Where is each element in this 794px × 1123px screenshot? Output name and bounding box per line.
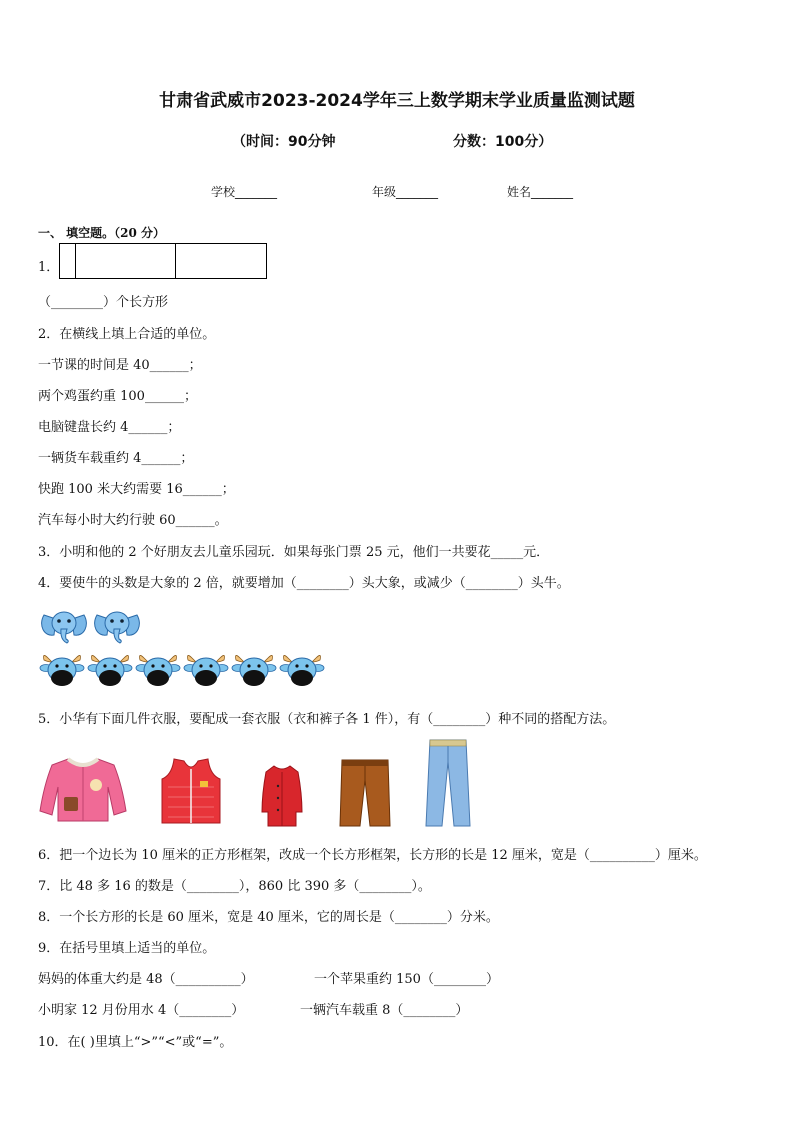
red-vest-icon [160,757,222,827]
q9-item-c: 小明家 12 月份用水 4（________） [38,1003,245,1018]
q4-stem: 4．要使牛的头数是大象的 2 倍，就要增加（________）头大象，或减少（________）头牛。 [38,576,570,591]
q2-line-1: 一节课的时间是 40______； [38,358,202,373]
q2-line-2: 两个鸡蛋约重 100______； [38,389,197,404]
q9-item-d: 一辆汽车载重 8（________） [300,1003,469,1018]
q5-stem: 5．小华有下面几件衣服，要配成一套衣服（衣和裤子各 1 件），有（________）种不同的搭配方法。 [38,712,616,727]
cow-icon [40,650,84,690]
cow-icon [88,650,132,690]
q9-stem: 9．在括号里填上适当的单位。 [38,941,216,956]
exam-time: （时间：90分钟 [232,134,336,150]
cow-icon [184,650,228,690]
grade-field: 年级_______ [372,185,439,199]
q2-line-6: 汽车每小时大约行驶 60______。 [38,513,228,528]
elephant-icon [93,607,141,645]
pink-jacket-icon [38,755,128,823]
blue-jeans-icon [424,738,472,828]
cow-icon [136,650,180,690]
q1-answer: （________）个长方形 [38,295,169,310]
rectangle-divider-2 [175,244,176,278]
cow-icon [232,650,276,690]
q6-stem: 6．把一个边长为 10 厘米的正方形框架，改成一个长方形框架，长方形的长是 12 厘米，宽是（__________）厘米。 [38,848,707,863]
q2-line-3: 电脑键盘长约 4______； [38,420,181,435]
q9-item-b: 一个苹果重约 150（________） [314,972,499,987]
q10-stem: 10．在( )里填上“>”“<”或“=”。 [38,1035,233,1050]
q2-stem: 2．在横线上填上合适的单位。 [38,327,216,342]
exam-score: 分数：100分） [453,134,553,150]
elephant-icon [40,607,88,645]
q1-number: 1． [38,260,60,275]
school-field: 学校_______ [211,185,278,199]
red-coat-icon [260,764,304,828]
rectangle-figure [59,243,267,279]
cow-icon [280,650,324,690]
brown-pants-icon [338,758,392,828]
rectangle-divider-1 [75,244,76,278]
q2-line-5: 快跑 100 米大约需要 16______； [38,482,235,497]
section-heading: 一、 填空题。（20 分） [38,226,166,240]
q7-stem: 7．比 48 多 16 的数是（________），860 比 390 多（________）。 [38,879,431,894]
q2-line-4: 一辆货车载重约 4______； [38,451,194,466]
q3-stem: 3．小明和他的 2 个好朋友去儿童乐园玩．如果每张门票 25 元，他们一共要花_____元． [38,545,550,560]
q9-item-a: 妈妈的体重大约是 48（__________） [38,972,254,987]
name-field: 姓名_______ [507,185,574,199]
page-title: 甘肃省武威市2023-2024学年三上数学期末学业质量监测试题 [159,91,635,111]
q8-stem: 8．一个长方形的长是 60 厘米，宽是 40 厘米，它的周长是（________）分米。 [38,910,499,925]
